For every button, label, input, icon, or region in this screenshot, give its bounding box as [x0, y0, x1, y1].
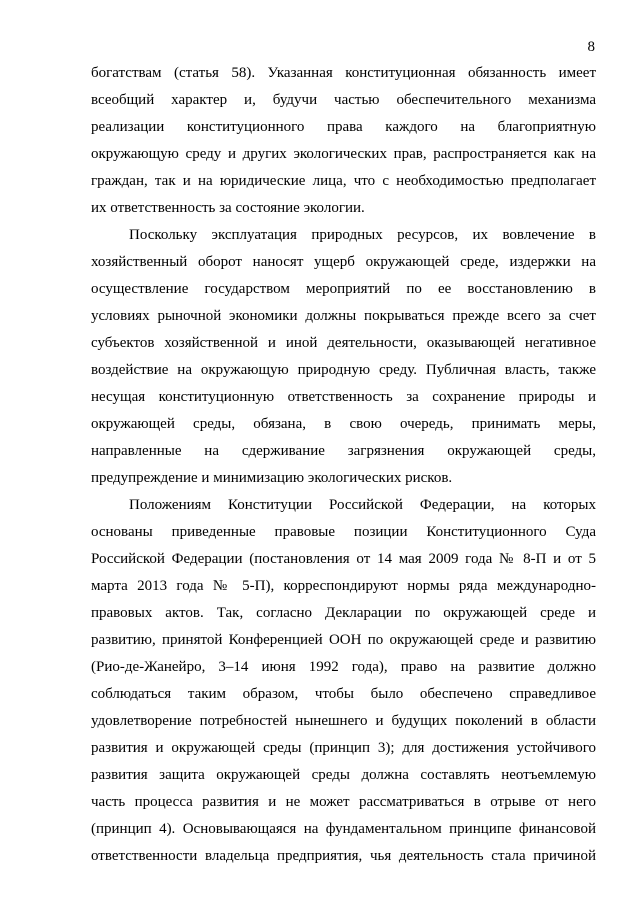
- text-line: развитию, принятой Конференцией ООН по окружающей среде и развитию: [91, 632, 596, 648]
- text-line: реализации конституционного права каждого на благоприятную: [91, 119, 596, 135]
- text-line: ответственности владельца предприятия, чья деятельность стала причиной: [91, 848, 596, 864]
- text-line: Поскольку эксплуатация природных ресурсов, их вовлечение в: [129, 227, 596, 243]
- text-line: несущая конституционную ответственность за сохранение природы и: [91, 389, 596, 405]
- paragraph: [91, 222, 596, 492]
- text-line: условиях рыночной экономики должны покрываться прежде всего за счет: [91, 308, 596, 324]
- text-line: окружающую среду и других экологических прав, распространяется как на: [91, 146, 596, 162]
- text-line: основаны приведенные правовые позиции Конституционного Суда: [91, 524, 596, 540]
- text-line: (принцип 4). Основывающаяся на фундаментальном принципе финансовой: [91, 821, 596, 837]
- text-line: всеобщий характер и, будучи частью обеспечительного механизма: [91, 92, 596, 108]
- text-line: удовлетворение потребностей нынешнего и будущих поколений в области: [91, 713, 596, 729]
- page-number: 8: [587, 39, 595, 55]
- text-line: марта 2013 года № 5-П), корреспондируют нормы ряда международно-: [91, 578, 596, 594]
- text-line: соблюдаться таким образом, чтобы было обеспечено справедливое: [91, 686, 596, 702]
- text-line: предупреждение и минимизацию экологических рисков.: [91, 470, 453, 486]
- text-line: их ответственность за состояние экологии.: [91, 200, 365, 216]
- text-line: граждан, так и на юридические лица, что с необходимостью предполагает: [91, 173, 596, 189]
- body-text: [91, 60, 596, 870]
- text-line: субъектов хозяйственной и иной деятельности, оказывающей негативное: [91, 335, 596, 351]
- text-line: Российской Федерации (постановления от 14 мая 2009 года № 8-П и от 5: [91, 551, 596, 567]
- text-line: осуществление государством мероприятий по ее восстановлению в: [91, 281, 596, 297]
- text-line: хозяйственный оборот наносят ущерб окружающей среде, издержки на: [91, 254, 596, 270]
- text-line: окружающей среды, обязана, в свою очередь, принимать меры,: [91, 416, 596, 432]
- text-line: правовых актов. Так, согласно Декларации по окружающей среде и: [91, 605, 596, 621]
- paragraph: [91, 60, 596, 222]
- text-line: развития защита окружающей среды должна составлять неотъемлемую: [91, 767, 596, 783]
- paragraph: [91, 492, 596, 870]
- text-line: Положениям Конституции Российской Федерации, на которых: [129, 497, 596, 513]
- text-line: направленные на сдерживание загрязнения окружающей среды,: [91, 443, 596, 459]
- text-line: развития и окружающей среды (принцип 3); для достижения устойчивого: [91, 740, 596, 756]
- text-line: воздействие на окружающую природную среду. Публичная власть, также: [91, 362, 596, 378]
- text-line: богатствам (статья 58). Указанная конституционная обязанность имеет: [91, 65, 596, 81]
- text-line: (Рио-де-Жанейро, 3–14 июня 1992 года), право на развитие должно: [91, 659, 596, 675]
- text-line: часть процесса развития и не может рассматриваться в отрыве от него: [91, 794, 596, 810]
